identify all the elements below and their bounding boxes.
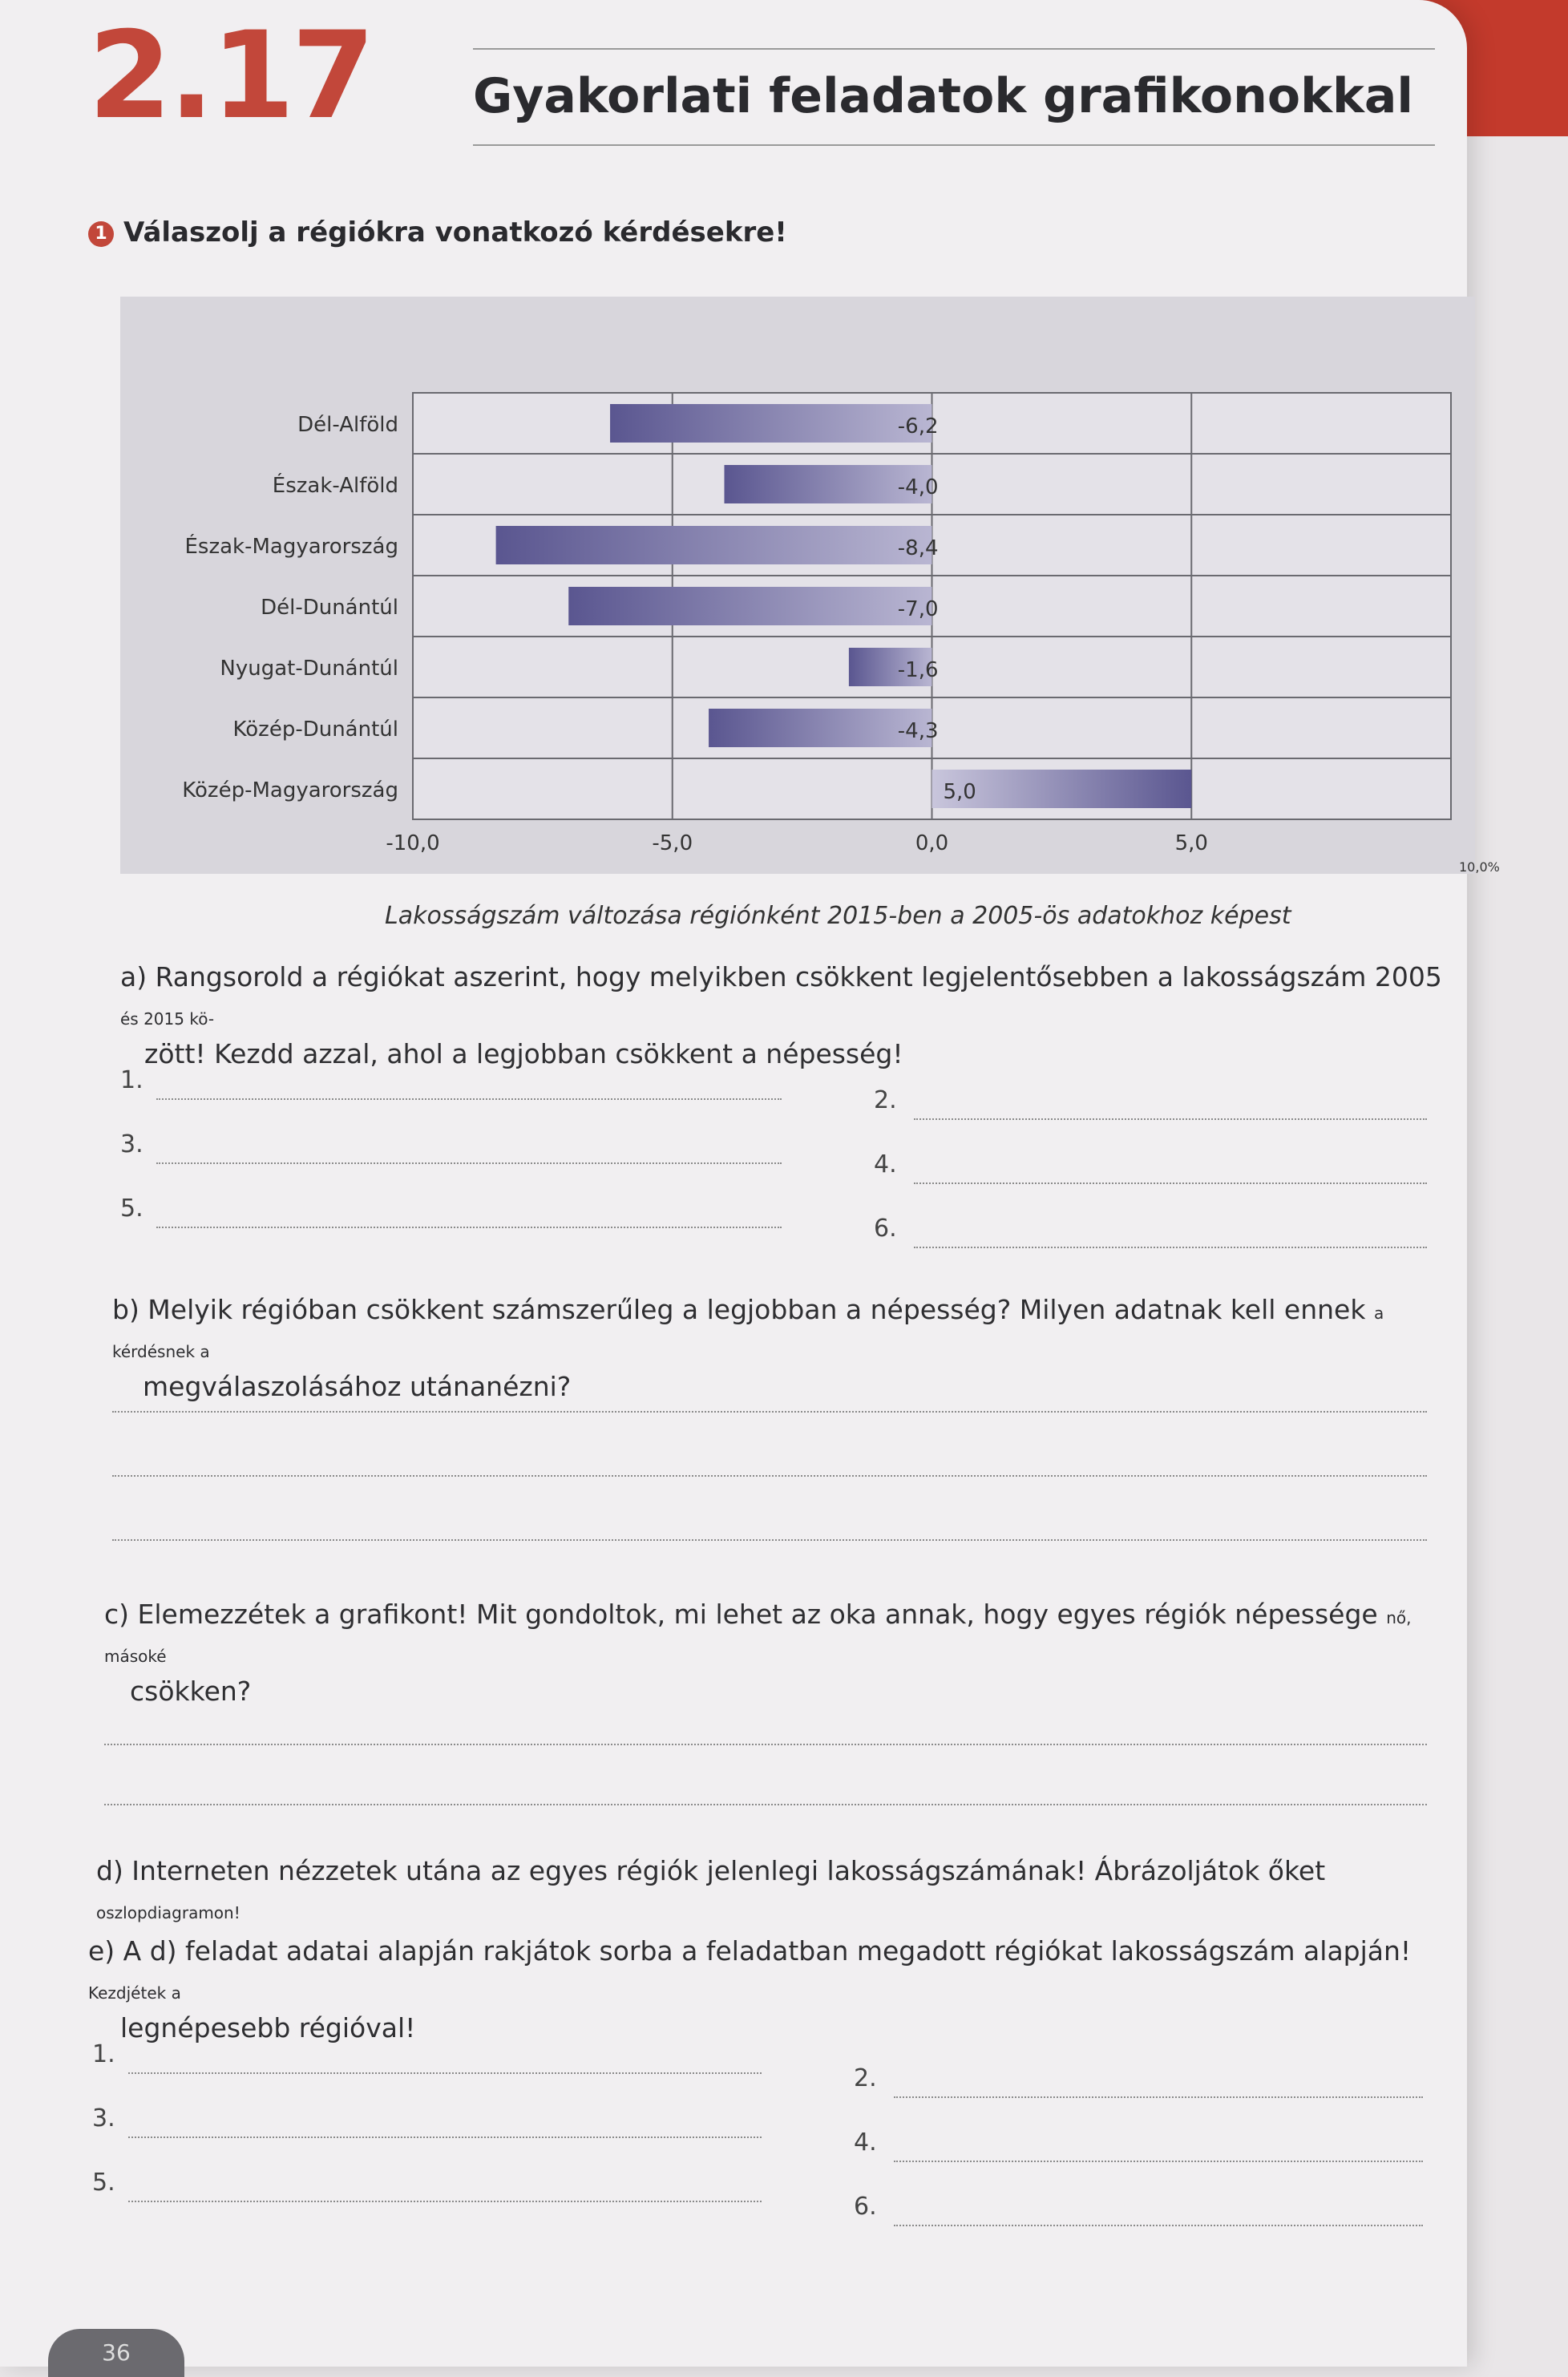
answer-number: 3. [92,2104,115,2132]
answer-line-e6[interactable] [894,2225,1423,2226]
category-label: Közép-Magyarország [182,778,398,802]
answer-number: 2. [874,1086,897,1114]
category-label: Észak-Alföld [272,474,398,498]
question-a-text-2: zött! Kezdd azzal, ahol a legjobban csökkent a népesség! [144,1037,903,1069]
question-c-text: c) Elemezzétek a grafikont! Mit gondoltok, mi lehet az oka annak, hogy egyes régiók népessége [104,1599,1378,1630]
page-title: Gyakorlati feladatok grafikonokkal [473,68,1413,124]
chart-panel [120,297,1500,875]
question-b [112,1291,1459,1406]
answer-line-e4[interactable] [894,2161,1423,2162]
data-label: -8,4 [897,536,939,560]
chart-caption: Lakosságszám változása régiónként 2015-ben a 2005-ös adatokhoz képest [385,902,1291,930]
answer-line-e5[interactable] [128,2201,762,2202]
x-tick-label: -10,0 [386,831,440,855]
answer-line-a4[interactable] [914,1182,1427,1184]
data-label: -7,0 [897,597,939,621]
answer-line-e1[interactable] [128,2072,762,2074]
question-c [104,1595,1459,1711]
question-a [120,958,1451,1073]
question-b-small: a kérdésnek a [112,1304,1384,1361]
answer-number: 1. [92,2040,115,2068]
data-label: -4,0 [897,475,939,499]
question-e [88,1932,1459,2048]
answer-number: 5. [120,1195,143,1223]
bar [568,587,932,625]
answer-number: 2. [854,2064,877,2092]
category-label: Észak-Magyarország [184,535,398,559]
question-e-text-2: legnépesebb régióval! [120,2011,416,2043]
question-a-small: és 2015 kö- [120,1009,215,1029]
lesson-number: 2.17 [88,6,373,146]
answer-line-b1[interactable] [112,1411,1427,1413]
question-e-small: Kezdjétek a [88,1983,181,2003]
answer-line-c2[interactable] [104,1804,1427,1805]
category-label: Közép-Dunántúl [232,718,398,742]
bar [496,526,932,564]
question-c-small: nő, másoké [104,1608,1412,1666]
question-d-text: d) Interneten nézzetek utána az egyes régiók jelenlegi lakosságszámának! Ábrázoljátok őket [96,1855,1326,1886]
answer-line-a3[interactable] [156,1162,782,1164]
answer-line-a6[interactable] [914,1247,1427,1248]
data-label: -1,6 [897,658,939,682]
data-label: -4,3 [897,719,939,743]
x-tick-label: 0,0 [915,831,949,855]
task-instruction [88,216,787,249]
question-c-text-2: csökken? [130,1675,252,1707]
task-instruction-text: Válaszolj a régiókra vonatkozó kérdésekre! [123,216,787,249]
question-b-text-2: megválaszolásához utánanézni? [143,1370,572,1402]
population-change-chart [120,297,1500,875]
answer-number: 5. [92,2169,115,2197]
question-d-small: oszlopdiagramon! [96,1902,240,1922]
answer-line-e2[interactable] [894,2096,1423,2098]
title-rule [473,48,1435,50]
x-tick-label: 5,0 [1174,831,1208,855]
task-bullet: 1 [88,221,114,247]
answer-line-c1[interactable] [104,1744,1427,1745]
title-rule [473,144,1435,146]
answer-number: 1. [120,1066,143,1094]
question-a-text: a) Rangsorold a régiókat aszerint, hogy melyikben csökkent legjelentősebben a lakosságszám 2005 [120,961,1442,992]
answer-line-e3[interactable] [128,2136,762,2138]
question-e-text: e) A d) feladat adatai alapján rakjátok sorba a feladatban megadott régiókat lakosságszám alapján! [88,1935,1412,1967]
category-label: Dél-Alföld [297,413,398,437]
answer-number: 4. [854,2128,877,2157]
answer-line-a1[interactable] [156,1098,782,1100]
category-label: Dél-Dunántúl [261,596,398,620]
question-d [96,1852,1459,1929]
page-number: 36 [48,2329,184,2377]
answer-number: 6. [874,1215,897,1243]
x-tick-label: -5,0 [652,831,693,855]
x-axis-unit: 10,0% [1459,859,1500,875]
answer-line-b3[interactable] [112,1539,1427,1541]
answer-number: 3. [120,1130,143,1158]
answer-line-a5[interactable] [156,1227,782,1228]
answer-line-b2[interactable] [112,1475,1427,1477]
bar [610,404,932,443]
data-label: -6,2 [897,414,939,439]
answer-number: 6. [854,2193,877,2221]
answer-number: 4. [874,1150,897,1178]
category-label: Nyugat-Dunántúl [220,657,398,681]
answer-line-a2[interactable] [914,1118,1427,1120]
data-label: 5,0 [943,780,976,804]
question-b-text: b) Melyik régióban csökkent számszerűleg a legjobban a népesség? Milyen adatnak kell ennek [112,1294,1366,1325]
